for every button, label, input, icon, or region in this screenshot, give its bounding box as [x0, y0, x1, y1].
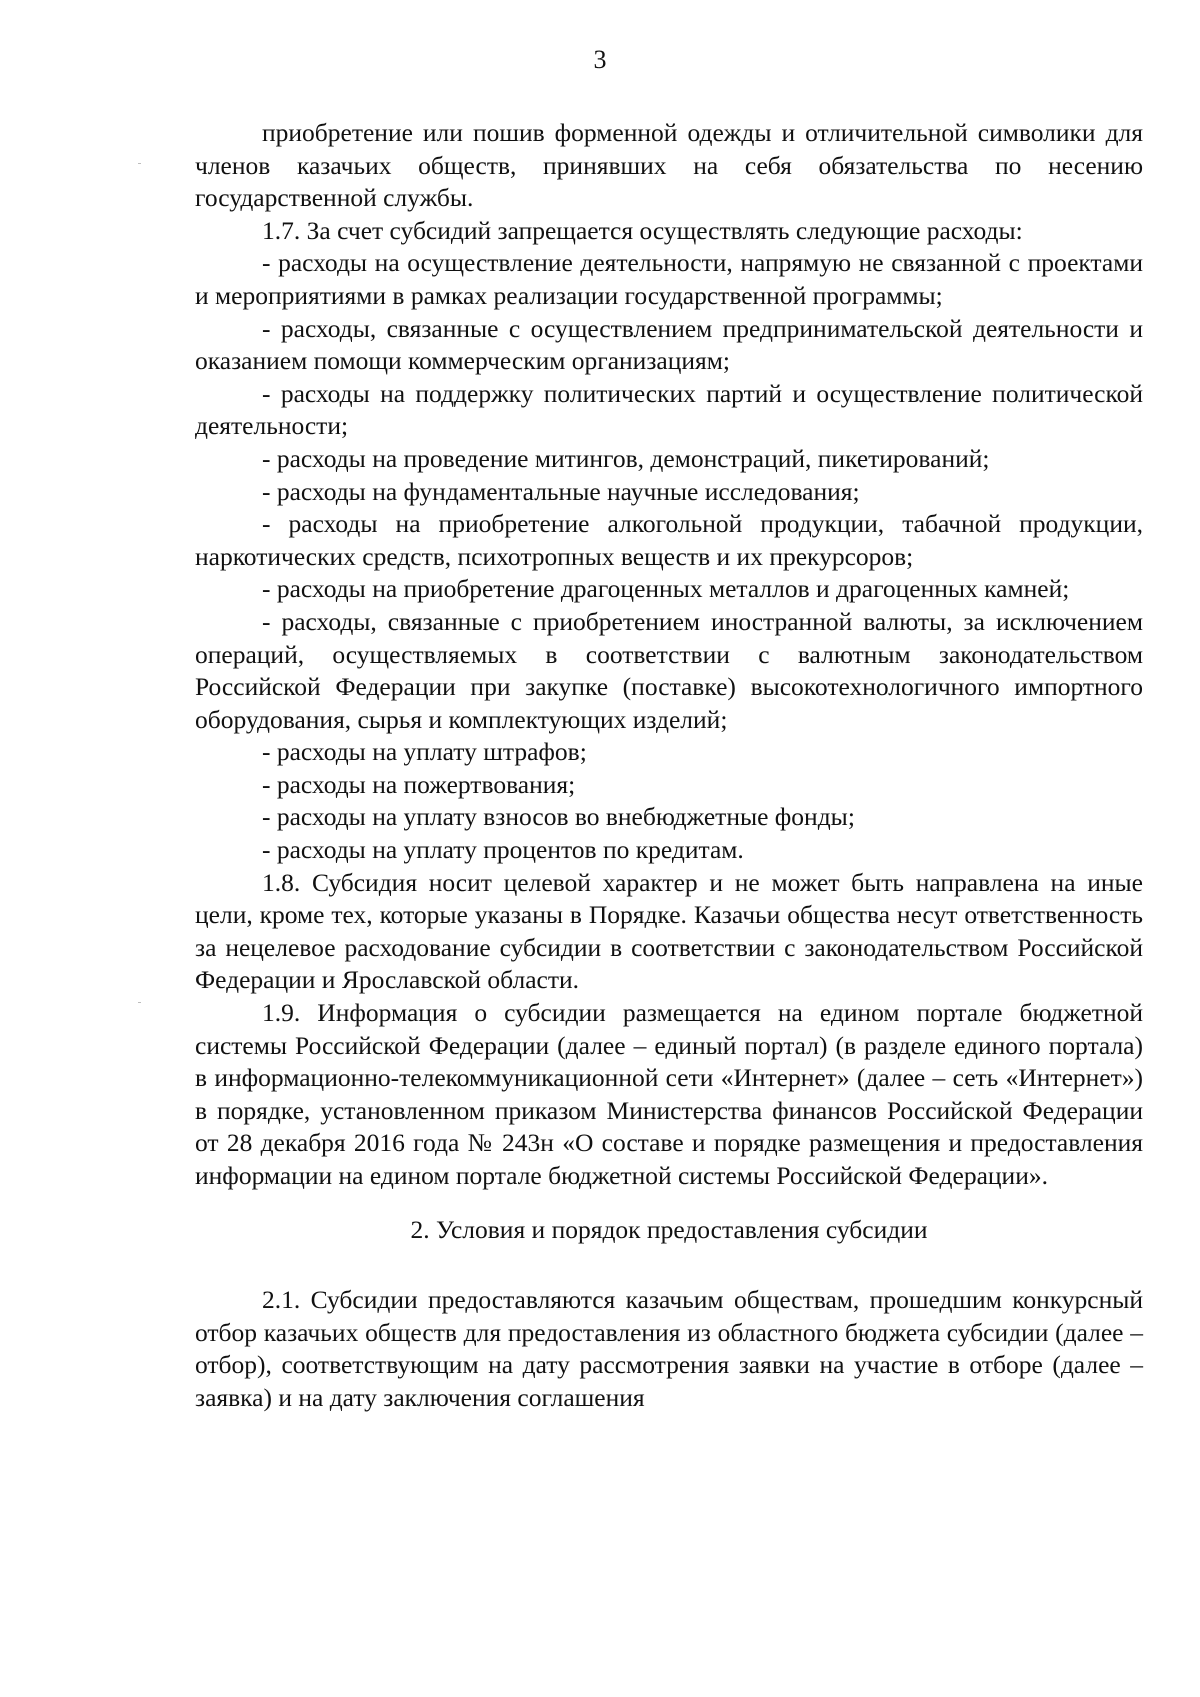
list-item: - расходы на поддержку политических партий и осуществление политической деятельности; — [195, 378, 1143, 441]
list-item: - расходы на проведение митингов, демонстраций, пикетирований; — [262, 443, 990, 473]
paragraph-continuation: приобретение или пошив форменной одежды и отличительной символики для членов казачьих обществ, принявших на себя обязательства по несению государственной службы. — [195, 118, 1143, 213]
list-item: - расходы на приобретение алкогольной продукции, табачной продукции, наркотических средств, психотропных веществ и их прекурсоров; — [195, 509, 1143, 571]
scan-mark — [138, 163, 141, 164]
paragraph-2-1: 2.1. Субсидии предоставляются казачьим обществам, прошедшим конкурсный отбор казачьих обществ для предоставления из областного бюджета субсидии (далее – отбор), соответствующим на дату рассмотрения заявки на участие в отборе (далее – заявка) и на дату заключения соглашения — [195, 1285, 1143, 1412]
list-item: - расходы на уплату процентов по кредитам. — [262, 835, 744, 865]
section-heading: 2. Условия и порядок предоставления субсидии — [410, 1214, 928, 1244]
list-item: - расходы на приобретение драгоценных металлов и драгоценных камней; — [262, 574, 1070, 604]
list-item: - расходы на пожертвования; — [262, 769, 576, 799]
paragraph-1-8: 1.8. Субсидия носит целевой характер и не может быть направлена на иные цели, кроме тех, которые указаны в Порядке. Казачьи общества несут ответственность за нецелевое расходование субсидии в соответствии с законодательством Российской Федерации и Ярославской области. — [195, 867, 1143, 995]
paragraph-1-9: 1.9. Информация о субсидии размещается на едином портале бюджетной системы Российской Федерации (далее – единый портал) (в разделе единого портала) в информационно-телекоммуникационной сети «Интернет» (далее – сеть «Интернет») в порядке, установленном приказом Министерства финансов Российской Федерации от 28 декабря 2016 года № 243н «О составе и порядке размещения и предоставления информации на едином портале бюджетной системы Российской Федерации». — [195, 998, 1143, 1190]
list-item: - расходы на фундаментальные научные исследования; — [262, 476, 860, 506]
paragraph-1-7: 1.7. За счет субсидий запрещается осуществлять следующие расходы: — [262, 215, 1023, 245]
list-item: - расходы на уплату штрафов; — [262, 737, 587, 767]
document-body — [195, 117, 1143, 1415]
list-item: - расходы, связанные с осуществлением предпринимательской деятельности и оказанием помощи коммерческим организациям; — [195, 313, 1143, 376]
page-number: 3 — [593, 45, 607, 74]
list-item: - расходы, связанные с приобретением иностранной валюты, за исключением операций, осуществляемых в соответствии с валютным законодательством Российской Федерации при закупке (поставке) высокотехнологичного импортного оборудования, сырья и комплектующих изделий; — [195, 606, 1143, 734]
list-item: - расходы на осуществление деятельности, напрямую не связанной с проектами и мероприятиями в рамках реализации государственной программы; — [195, 248, 1143, 310]
scan-mark — [138, 1002, 141, 1003]
list-item: - расходы на уплату взносов во внебюджетные фонды; — [262, 802, 855, 832]
